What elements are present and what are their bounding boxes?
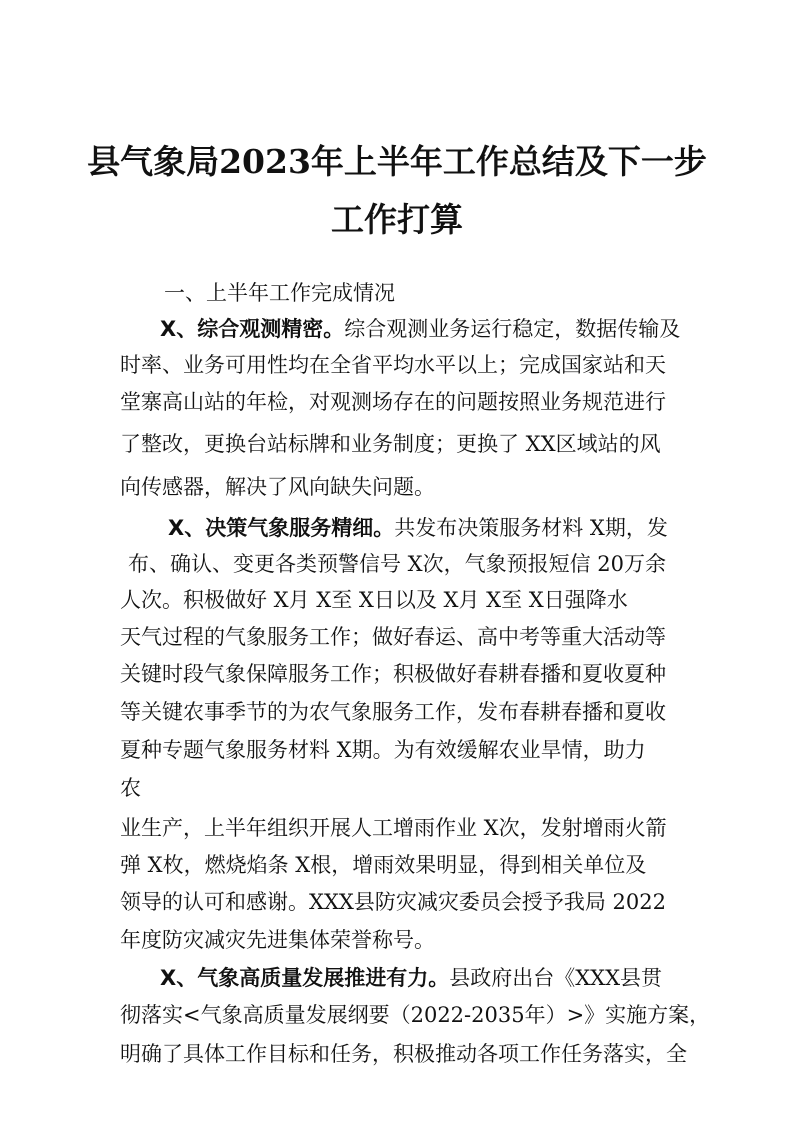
paragraph-2-line-8: 农 — [120, 776, 141, 800]
paragraph-1-line-5: 向传感器，解决了风向缺失问题。 — [120, 475, 435, 499]
paragraph-2-line-6: 等关键农事季节的为农气象服务工作，发布春耕春播和夏收 — [120, 700, 666, 724]
paragraph-2-line-5: 关键时段气象保障服务工作；积极做好春耕春播和夏收夏种 — [120, 662, 666, 686]
paragraph-1-bold-lead: X、综合观测精密。 — [160, 317, 345, 341]
paragraph-2-line-7: 夏种专题气象服务材料 X期。为有效缓解农业旱情，助力 — [120, 738, 646, 762]
paragraph-3-line-3: 明确了具体工作目标和任务，积极推动各项工作任务落实，全 — [120, 1042, 687, 1066]
paragraph-1-line-2: 时率、业务可用性均在全省平均水平以上；完成国家站和天 — [120, 353, 666, 377]
document-title-line-1: 县气象局2023年上半年工作总结及下一步 — [87, 142, 707, 181]
paragraph-2-line-2: 布、确认、变更各类预警信号 X次，气象预报短信 20万余 — [128, 552, 667, 576]
paragraph-2-line-4: 天气过程的气象服务工作；做好春运、高中考等重大活动等 — [120, 625, 666, 649]
paragraph-2-line-9: 业生产，上半年组织开展人工增雨作业 X次，发射增雨火箭 — [120, 816, 667, 840]
paragraph-2-line-10: 弹 X枚，燃烧焰条 X根，增雨效果明显，得到相关单位及 — [120, 853, 647, 877]
paragraph-1-line-3: 堂寨高山站的年检，对观测场存在的问题按照业务规范进行 — [120, 390, 666, 414]
paragraph-1-line-1: X、综合观测精密。综合观测业务运行稳定，数据传输及 — [160, 317, 681, 341]
paragraph-3-line-1: X、气象高质量发展推进有力。县政府出台《XXX县贯 — [160, 966, 663, 990]
section-heading: 一、上半年工作完成情况 — [164, 281, 395, 305]
paragraph-2-line-11: 领导的认可和感谢。XXX县防灾减灾委员会授予我局 2022 — [120, 890, 666, 914]
paragraph-2-bold-lead: X、决策气象服务精细。 — [168, 516, 395, 540]
paragraph-3-line-2: 彻落实<气象高质量发展纲要（2022-2035年）>》实施方案， — [120, 1003, 711, 1027]
paragraph-2-line-12: 年度防灾减灾先进集体荣誉称号。 — [120, 928, 435, 952]
paragraph-2-line-3: 人次。积极做好 X月 X至 X日以及 X月 X至 X日强降水 — [120, 588, 628, 612]
paragraph-2-line-1: X、决策气象服务精细。共发布决策服务材料 X期，发 — [168, 516, 668, 540]
paragraph-1-line-4: 了整改，更换台站标牌和业务制度；更换了 XX区域站的风 — [120, 432, 661, 456]
paragraph-3-bold-lead: X、气象高质量发展推进有力。 — [160, 966, 450, 990]
document-title-line-2: 工作打算 — [331, 200, 463, 239]
